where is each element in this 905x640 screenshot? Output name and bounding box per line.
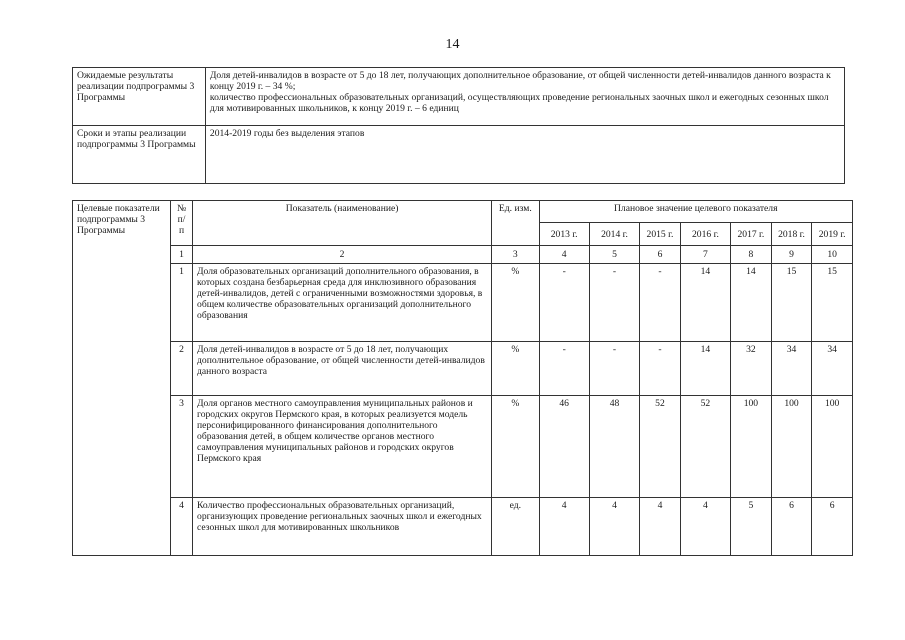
planned-value-header: Плановое значение целевого показателя [539, 201, 853, 223]
row-number: 1 [171, 264, 193, 342]
indicators-table [72, 200, 853, 556]
value-cell: 14 [680, 264, 730, 342]
expected-results-line: количество профессиональных образовательных организаций, осуществляющих проведение региональных заочных школ и ежегодных сезонных школ для мотивированных школьников, к концу 2019 г. – 6 единиц [209, 92, 829, 114]
value-cell: 6 [771, 498, 812, 556]
value-cell: - [589, 264, 639, 342]
program-summary-table [72, 67, 845, 184]
name-header: Показатель (наименование) [193, 201, 492, 246]
year-header: 2017 г. [731, 223, 772, 246]
value-cell: - [539, 342, 589, 396]
column-number: 7 [680, 246, 730, 264]
year-header: 2016 г. [680, 223, 730, 246]
value-cell: - [640, 264, 681, 342]
column-number: 9 [771, 246, 812, 264]
table-row [73, 264, 853, 342]
table-row [73, 498, 853, 556]
value-cell: 15 [771, 264, 812, 342]
column-number: 3 [492, 246, 539, 264]
value-cell: 4 [680, 498, 730, 556]
num-header: № п/п [171, 201, 193, 246]
value-cell: 5 [731, 498, 772, 556]
value-cell: 34 [812, 342, 853, 396]
value-cell: 32 [731, 342, 772, 396]
indicator-name: Доля образовательных организаций дополнительного образования, в которых создана безбарьерная среда для инклюзивного образования детей-инвалидов, детей с ограниченными возможностями здоровья, в общем количестве образовательных организаций дополнительного образования [193, 264, 492, 342]
row-number: 4 [171, 498, 193, 556]
indicator-unit: % [492, 264, 539, 342]
value-cell: 14 [731, 264, 772, 342]
year-header: 2018 г. [771, 223, 812, 246]
row-number: 3 [171, 396, 193, 498]
table-row [73, 342, 853, 396]
column-number: 5 [589, 246, 639, 264]
value-cell: - [589, 342, 639, 396]
value-cell: 100 [771, 396, 812, 498]
value-cell: 52 [640, 396, 681, 498]
value-cell: 4 [589, 498, 639, 556]
value-cell: - [539, 264, 589, 342]
year-header: 2019 г. [812, 223, 853, 246]
header-row [73, 201, 853, 223]
indicator-unit: % [492, 342, 539, 396]
indicator-unit: % [492, 396, 539, 498]
page-number: 14 [445, 37, 460, 52]
year-header: 2013 г. [539, 223, 589, 246]
section-label: Целевые показатели подпрограммы 3 Программы [73, 201, 171, 556]
expected-results-label: Ожидаемые результаты реализации подпрограммы 3 Программы [73, 68, 206, 126]
value-cell: 14 [680, 342, 730, 396]
column-number: 4 [539, 246, 589, 264]
column-number: 1 [171, 246, 193, 264]
indicator-unit: ед. [492, 498, 539, 556]
table-row [73, 396, 853, 498]
column-number: 10 [812, 246, 853, 264]
row-number: 2 [171, 342, 193, 396]
indicator-name: Доля детей-инвалидов в возрасте от 5 до 18 лет, получающих дополнительное образование, от общей численности детей-инвалидов данного возраста [193, 342, 492, 396]
value-cell: - [640, 342, 681, 396]
value-cell: 15 [812, 264, 853, 342]
column-number: 8 [731, 246, 772, 264]
value-cell: 4 [539, 498, 589, 556]
expected-results-row [73, 68, 845, 126]
timeline-label: Сроки и этапы реализации подпрограммы 3 Программы [73, 126, 206, 184]
expected-results-text [205, 68, 844, 126]
expected-results-line: Доля детей-инвалидов в возрасте от 5 до 18 лет, получающих дополнительное образование, от общей численности детей-инвалидов данного возраста к концу 2019 г. – 34 %; [209, 70, 831, 92]
timeline-text: 2014-2019 годы без выделения этапов [205, 126, 844, 184]
unit-header: Ед. изм. [492, 201, 539, 246]
value-cell: 34 [771, 342, 812, 396]
value-cell: 6 [812, 498, 853, 556]
value-cell: 100 [731, 396, 772, 498]
year-header: 2015 г. [640, 223, 681, 246]
value-cell: 48 [589, 396, 639, 498]
value-cell: 4 [640, 498, 681, 556]
value-cell: 52 [680, 396, 730, 498]
indicator-name: Количество профессиональных образовательных организаций, организующих проведение региональных заочных школ и ежегодных сезонных школ для мотивированных школьников [193, 498, 492, 556]
value-cell: 100 [812, 396, 853, 498]
column-number: 2 [193, 246, 492, 264]
year-header: 2014 г. [589, 223, 639, 246]
indicator-name: Доля органов местного самоуправления муниципальных районов и городских округов Пермского края, в которых реализуется модель персонифицированного финансирования дополнительного образования детей, в общем количестве органов местного самоуправления муниципальных районов и городских округов Пермского края [193, 396, 492, 498]
value-cell: 46 [539, 396, 589, 498]
column-number: 6 [640, 246, 681, 264]
column-numbers-row [73, 246, 853, 264]
timeline-row [73, 126, 845, 184]
